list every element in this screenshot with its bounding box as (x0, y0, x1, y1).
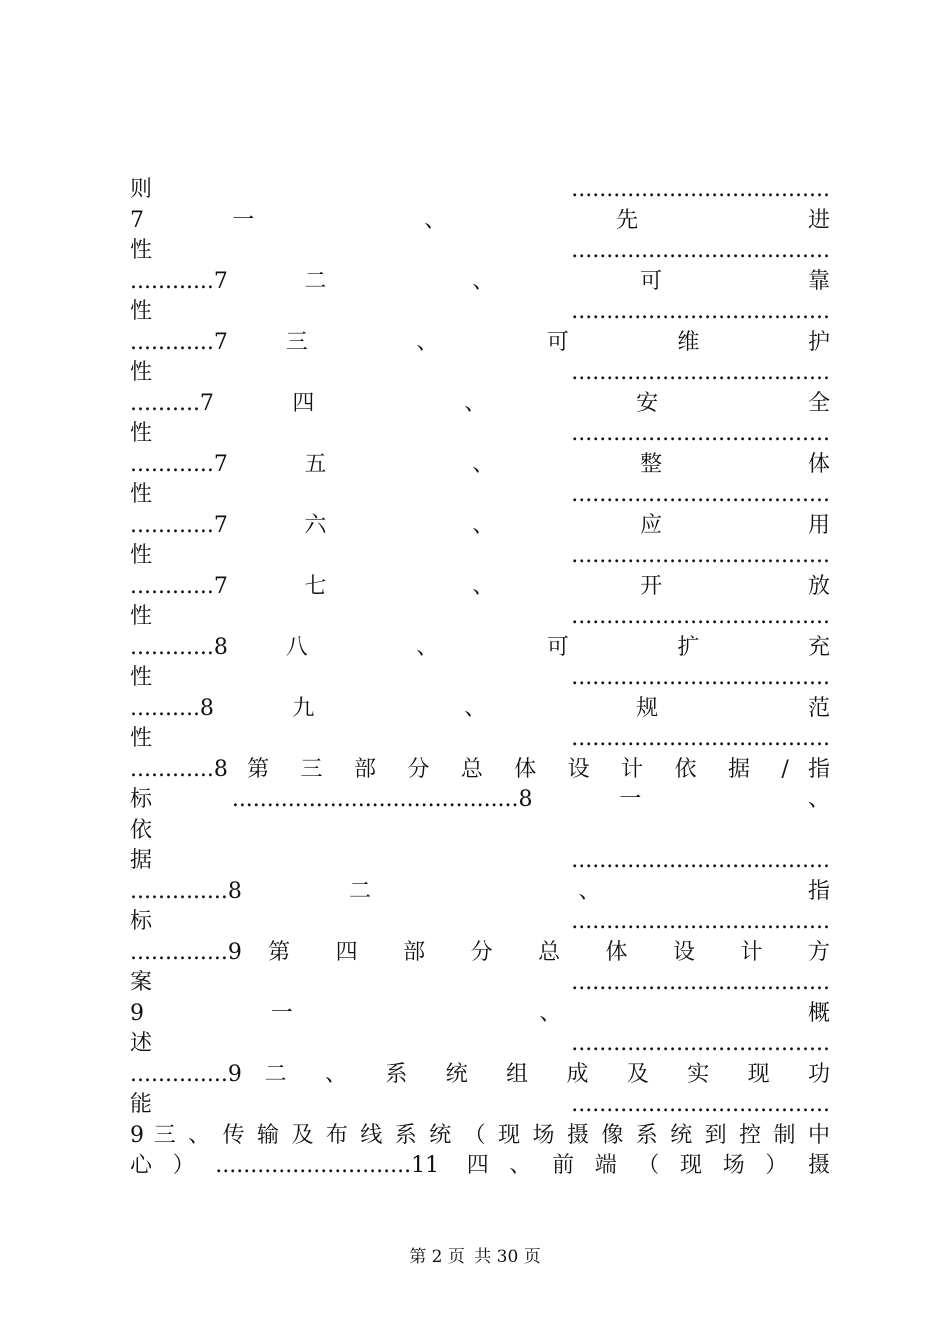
toc-line: 则..................................... (130, 177, 830, 202)
toc-line: ............7 二 、 可 靠 (130, 268, 830, 294)
toc-line: 7 一 、 先 进 (130, 207, 830, 233)
toc-line: 标..................................... (130, 909, 830, 934)
toc-line: ..............9 第 四 部 分 总 体 设 计 方 (130, 939, 830, 965)
toc-line: 性..................................... (130, 665, 830, 690)
toc-line: 能..................................... (130, 1092, 830, 1117)
toc-line: 心）............................11 四、前端（现场）摄 (130, 1153, 830, 1178)
toc-line: ............8 第 三 部 分 总 体 设 计 依 据 / 指 (130, 756, 830, 782)
toc-line: ..........8 九 、 规 范 (130, 695, 830, 721)
toc-line: 依 (130, 817, 153, 843)
toc-line: ..............9 二 、 系 统 组 成 及 实 现 功 (130, 1061, 830, 1087)
toc-line: 据..................................... (130, 848, 830, 873)
toc-line: 性..................................... (130, 543, 830, 568)
page-footer (0, 1242, 950, 1267)
toc-line: 9 一 、 概 (130, 1000, 830, 1026)
toc-line: 性..................................... (130, 604, 830, 629)
toc-line: 9 三 、 传 输 及 布 线 系 统 （ 现 场 摄 像 系 统 到 控 制 中 (130, 1122, 830, 1148)
total-pages: 共 30 页 (474, 1247, 541, 1267)
toc-line: ............8 八 、 可 扩 充 (130, 634, 830, 660)
toc-line: 性..................................... (130, 482, 830, 507)
table-of-contents (130, 175, 830, 1182)
toc-line: 标.........................................8 一 、 (130, 787, 830, 812)
toc-line: 性..................................... (130, 238, 830, 263)
toc-line: 性..................................... (130, 421, 830, 446)
toc-line: 案..................................... (130, 970, 830, 995)
toc-line: ............7 五 、 整 体 (130, 451, 830, 477)
toc-line: ............7 六 、 应 用 (130, 512, 830, 538)
toc-line: 性..................................... (130, 299, 830, 324)
toc-line: ..............8 二 、 指 (130, 878, 830, 904)
toc-line: ..........7 四 、 安 全 (130, 390, 830, 416)
toc-line: ............7 七 、 开 放 (130, 573, 830, 599)
toc-line: ............7 三 、 可 维 护 (130, 329, 830, 355)
toc-line: 性..................................... (130, 726, 830, 751)
page-number: 第 2 页 (409, 1247, 465, 1267)
toc-line: 述..................................... (130, 1031, 830, 1056)
toc-line: 性..................................... (130, 360, 830, 385)
